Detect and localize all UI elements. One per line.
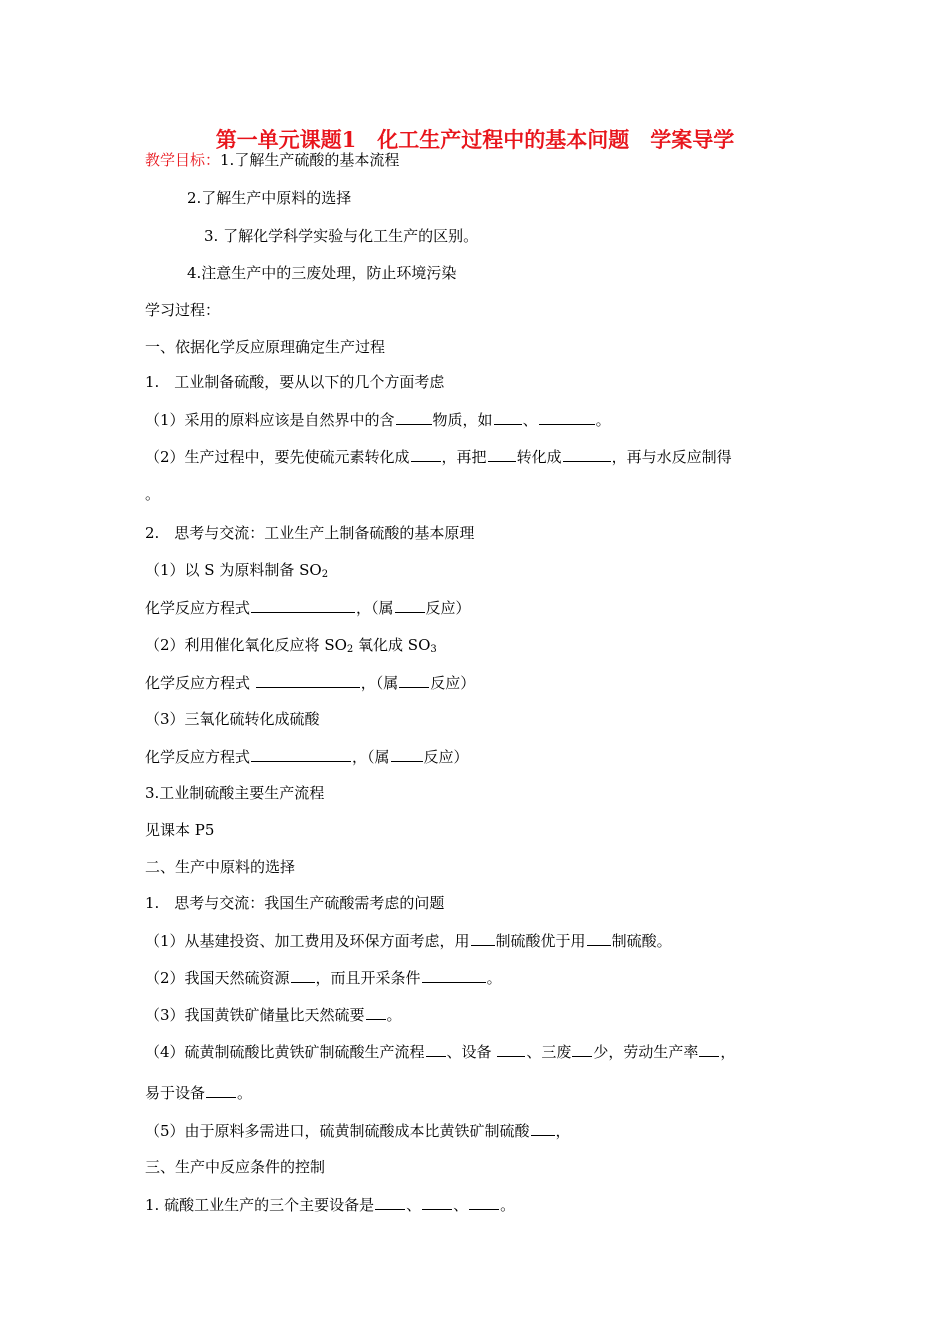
answer-blank[interactable]: [471, 930, 495, 946]
answer-blank[interactable]: [587, 930, 611, 946]
objective-4: 4.注意生产中的三废处理，防止环境污染: [187, 264, 457, 282]
equation-2: 化学反应方程式 ，（属 反应）: [145, 674, 476, 692]
answer-blank[interactable]: [291, 967, 315, 983]
answer-blank[interactable]: [426, 1041, 446, 1057]
answer-blank[interactable]: [531, 1120, 555, 1136]
answer-blank[interactable]: [251, 597, 355, 613]
answer-blank[interactable]: [699, 1041, 719, 1057]
answer-blank[interactable]: [422, 967, 486, 983]
objective-2: 2.了解生产中原料的选择: [187, 189, 352, 207]
section2-item-4: （4）硫黄制硫酸比黄铁矿制硫酸生产流程 、设备 、三废 少，劳动生产率 ，: [145, 1043, 736, 1061]
section1-q2-1: （1）以 S 为原料制备 $SO_2$: [145, 561, 329, 580]
answer-blank[interactable]: [391, 746, 423, 762]
answer-blank[interactable]: [375, 1194, 405, 1210]
section2-item-2: （2）我国天然硫资源 ，而且开采条件 。: [145, 969, 502, 987]
section1-q1: 1. 工业制备硫酸，要从以下的几个方面考虑: [145, 373, 445, 391]
page-title: 第一单元课题1 化工生产过程中的基本问题 学案导学: [215, 127, 735, 152]
section1-q1-1: （1）采用的原料应该是自然界中的含 物质，如 、 。: [145, 411, 611, 429]
answer-blank[interactable]: [469, 1194, 499, 1210]
answer-blank[interactable]: [399, 672, 429, 688]
answer-blank[interactable]: [488, 446, 516, 462]
answer-blank[interactable]: [563, 446, 611, 462]
answer-blank[interactable]: [206, 1082, 236, 1098]
answer-blank[interactable]: [256, 672, 360, 688]
section1-q2: 2. 思考与交流：工业生产上制备硫酸的基本原理: [145, 524, 475, 542]
answer-blank[interactable]: [395, 597, 425, 613]
answer-blank[interactable]: [494, 409, 522, 425]
objective-3: 3. 了解化学科学实验与化工生产的区别。: [204, 227, 479, 245]
answer-blank[interactable]: [396, 409, 432, 425]
answer-blank[interactable]: [497, 1041, 525, 1057]
equation-1: 化学反应方程式 ，（属 反应）: [145, 599, 471, 617]
section3-heading: 三、生产中反应条件的控制: [145, 1158, 326, 1176]
section2-q1: 1. 思考与交流：我国生产硫酸需考虑的问题: [145, 894, 445, 912]
section2-item-3: （3）我国黄铁矿储量比天然硫要 。: [145, 1006, 402, 1024]
answer-blank[interactable]: [572, 1041, 592, 1057]
section2-item-5: （5）由于原料多需进口，硫黄制硫酸成本比黄铁矿制硫酸 ，: [145, 1122, 571, 1140]
answer-blank[interactable]: [539, 409, 595, 425]
section1-heading: 一、依据化学反应原理确定生产过程: [145, 338, 386, 356]
section2-item-1: （1）从基建投资、加工费用及环保方面考虑，用 制硫酸优于用 制硫酸。: [145, 932, 672, 950]
section3-q1: 1. 硫酸工业生产的三个主要设备是 、 、 。: [145, 1196, 516, 1214]
section1-q3: 3.工业制硫酸主要生产流程: [145, 784, 325, 802]
objectives-label: 教学目标：: [145, 151, 221, 169]
section1-q2-2: （2）利用催化氧化反应将 $SO_2$ 氧化成 $SO_3$: [145, 636, 437, 655]
answer-blank[interactable]: [366, 1004, 386, 1020]
section2-item-4-cont: 易于设备 。: [145, 1084, 253, 1102]
process-heading: 学习过程：: [145, 301, 221, 319]
answer-blank[interactable]: [422, 1194, 452, 1210]
answer-blank[interactable]: [411, 446, 441, 462]
equation-3: 化学反应方程式 ，（属 反应）: [145, 748, 469, 766]
section2-heading: 二、生产中原料的选择: [145, 858, 296, 876]
section1-q1-2: （2）生产过程中，要先使硫元素转化成 ，再把 转化成 ，再与水反应制得: [145, 448, 732, 466]
section1-q2-3: （3）三氧化硫转化成硫酸: [145, 710, 320, 728]
answer-blank[interactable]: [251, 746, 351, 762]
objectives-line-1: [145, 150, 399, 170]
objective-1: 1.了解生产硫酸的基本流程: [220, 151, 400, 169]
section1-q1-2-end: 。: [145, 485, 161, 503]
textbook-reference: 见课本 P5: [145, 821, 215, 839]
